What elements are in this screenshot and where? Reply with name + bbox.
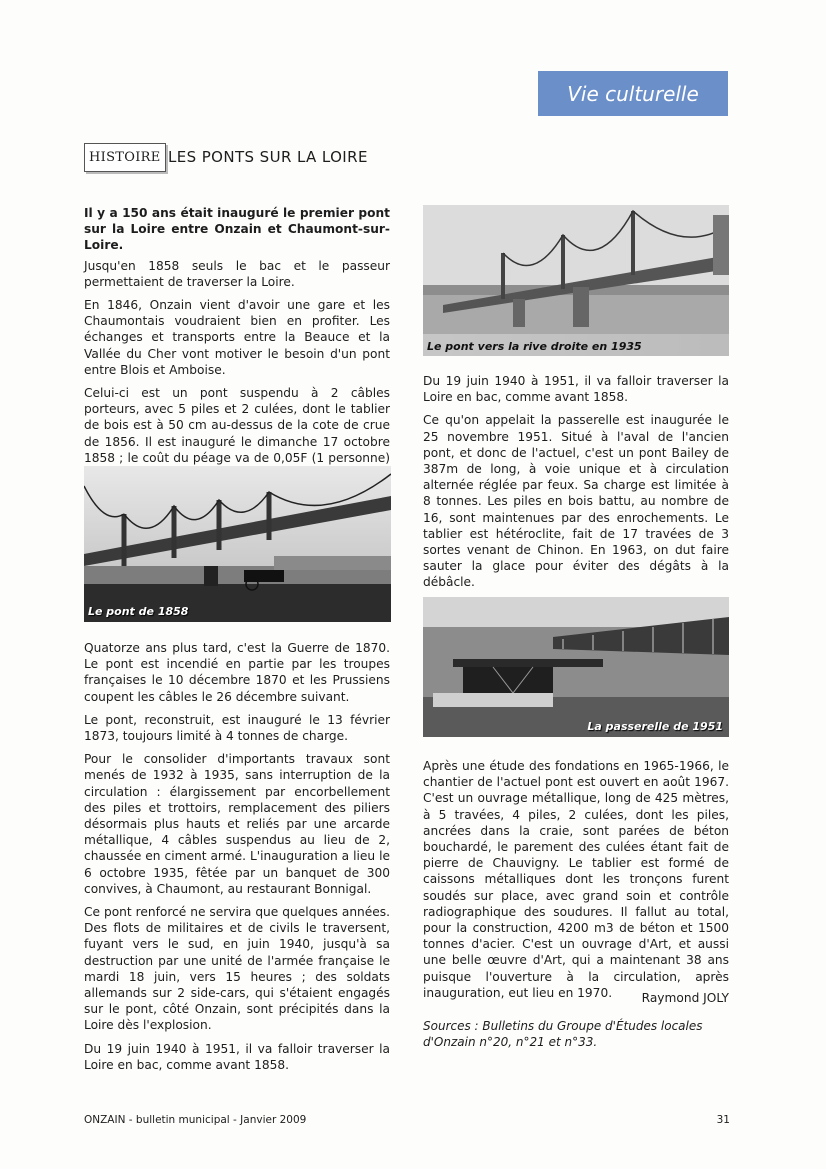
photo-bridge-1935: [423, 205, 729, 356]
paragraph: Ce qu'on appelait la passerelle est inaugurée le 25 novembre 1951. Situé à l'aval de l'ancien pont, et donc de l'actuel, c'est un pont Bailey de 387m de long, à voie unique et à circulation alternée réglée par feux. Sa charge est limitée à 8 tonnes. Les piles en bois battu, au nombre de 16, sont maintenues par des enrochements. Le tablier est hétéroclite, fait de 17 travées de 3 sortes venant de Chinon. En 1963, on dut faire sauter la glace pour éviter des dégâts à la débâcle.: [423, 413, 729, 590]
paragraph: Le pont, reconstruit, est inauguré le 13 février 1873, toujours limité à 4 tonnes de charge.: [84, 712, 390, 744]
paragraph: Ce pont renforcé ne servira que quelques années. Des flots de militaires et de civils le traversent, fuyant vers le sud, en juin 1940, jusqu'à sa destruction par une unité de l'armée française le mardi 18 juin, vers 15 heures ; des soldats allemands sur 2 side-cars, qui s'étaient engagés sur le pont, côté Onzain, sont précipités dans la Loire dès l'explosion.: [84, 905, 390, 1033]
photo-passerelle-1951: [423, 597, 729, 737]
paragraph: Du 19 juin 1940 à 1951, il va falloir traverser la Loire en bac, comme avant 1858.: [423, 374, 729, 405]
sources-note: Sources : Bulletins du Groupe d'Études locales d'Onzain n°20, n°21 et n°33.: [423, 1019, 703, 1049]
photo-caption-1951: La passerelle de 1951: [587, 720, 723, 733]
left-column-bottom: [84, 640, 390, 1080]
page-number: 31: [716, 1114, 730, 1126]
paragraph: Jusqu'en 1858 seuls le bac et le passeur permettaient de traverser la Loire.: [84, 258, 390, 289]
section-kicker: HISTOIRE: [84, 143, 166, 172]
right-column-top: [423, 373, 729, 598]
section-banner: Vie culturelle: [538, 71, 728, 116]
right-column-bottom: [423, 758, 729, 1008]
article-lead: Il y a 150 ans était inauguré le premier pont sur la Loire entre Onzain et Chaumont-sur-Loire.: [84, 206, 390, 253]
paragraph: En 1846, Onzain vient d'avoir une gare et les Chaumontais voudraient bien en profiter. Les échanges et transports entre la Beauce et la Vallée du Cher vont motiver le besoin d'un pont entre Blois et Amboise.: [84, 298, 390, 377]
photo-bridge-1858: [84, 466, 391, 622]
paragraph: Pour le consolider d'importants travaux sont menés de 1932 à 1935, sans interruption de la circulation : élargissement par encorbellement des piles et trottoirs, remplacement des piliers désormais plus hauts et reliés par une arcarde métallique, 4 câbles suspendus au lieu de 2, chaussée en ciment armé. L'inauguration a lieu le 6 octobre 1935, fêtée par un banquet de 300 convives, à Chaumont, au restaurant Bonnigal.: [84, 752, 390, 896]
paragraph: Celui-ci est un pont suspendu à 2 câbles porteurs, avec 5 piles et 2 culées, dont le tablier de bois est à 50 cm au-dessus de la cote de crue de 1856. Il est inauguré le dimanche 17 octobre 1858 ; le coût du péage va de 0,05F (1 personne): [84, 386, 390, 465]
article-title: LES PONTS SUR LA LOIRE: [168, 148, 368, 166]
bridge-1858-illustration: [84, 466, 391, 622]
passerelle-1951-illustration: [423, 597, 729, 737]
left-column-top: [84, 205, 390, 489]
author-signature: Raymond JOLY: [641, 991, 729, 1005]
paragraph: Après une étude des fondations en 1965-1966, le chantier de l'actuel pont est ouvert en août 1967. C'est un ouvrage métallique, long de 425 mètres, à 5 travées, 4 piles, 2 culées, dont les piles, ancrées dans la craie, sont parées de béton bouchardé, le parement des culées étant fait de pierre de Chauvigny. Le tablier est formé de caissons métalliques dont les tronçons furent soudés sur place, avec grand soin et contrôle radiographique des soudures. Il fallut au total, pour la construction, 4200 m3 de béton et 1500 tonnes d'acier. C'est un ouvrage d'Art, et aussi une belle œuvre d'Art, qui a maintenant 38 ans puisque l'ouverture à la circulation, après inauguration, eut lieu en 1970.: [423, 759, 729, 1000]
paragraph: Du 19 juin 1940 à 1951, il va falloir traverser la Loire en bac, comme avant 1858.: [84, 1041, 390, 1072]
paragraph: Quatorze ans plus tard, c'est la Guerre de 1870. Le pont est incendié en partie par les troupes françaises le 10 décembre 1870 et les Prussiens coupent les câbles le 26 décembre suivant.: [84, 641, 390, 704]
photo-caption-1935: Le pont vers la rive droite en 1935: [427, 340, 642, 353]
footer-publication: ONZAIN - bulletin municipal - Janvier 2009: [84, 1114, 307, 1126]
photo-caption-1858: Le pont de 1858: [88, 605, 189, 618]
